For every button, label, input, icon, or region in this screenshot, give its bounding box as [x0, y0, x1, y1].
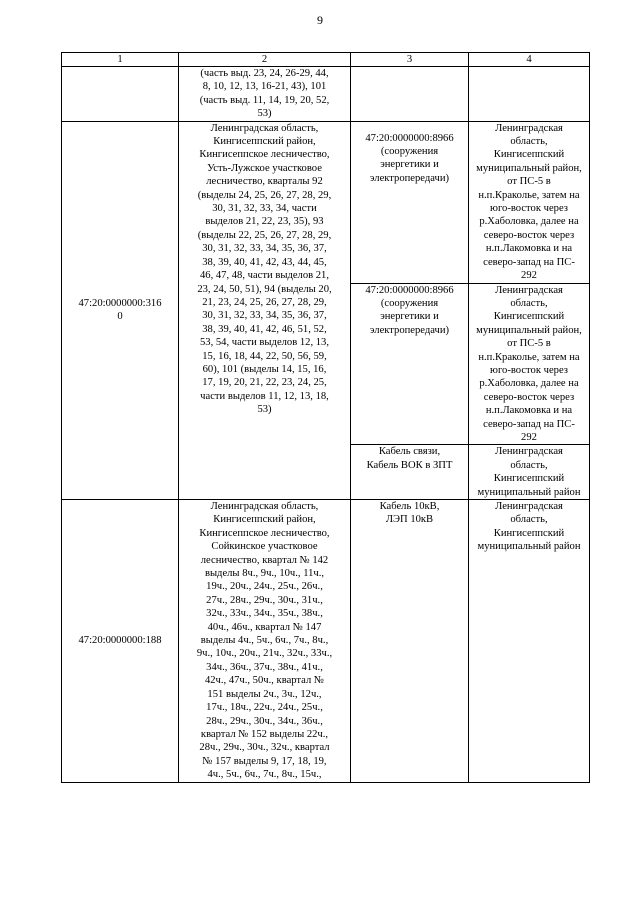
- column-number-3: 3: [351, 53, 469, 67]
- column-number-4: 4: [469, 53, 590, 67]
- object-cell: 47:20:0000000:8966 (сооружения энергетики и электропередачи): [351, 283, 469, 445]
- location-cell: Ленинградская область, Кингисеппский район, Кингисеппское лесничество, Сойкинское участковое лесничество, квартал № 142 выделы 8ч., 9ч., 10ч., 11ч., 19ч., 20ч., 24ч., 25ч., 26ч., 27ч., 28ч., 29ч., 30ч., 31ч., 32ч., 33ч., 34ч., 35ч., 38ч., 40ч., 46ч., квартал № 147 выделы 4ч., 5ч., 6ч., 7ч., 8ч., 9ч., 10ч., 20ч., 21ч., 32ч., 33ч., 34ч., 36ч., 37ч., 38ч., 41ч., 42ч., 47ч., 50ч., квартал № 151 выделы 2ч., 3ч., 12ч., 17ч., 18ч., 22ч., 24ч., 25ч., 28ч., 29ч., 30ч., 34ч., 36ч., квартал № 152 выделы 22ч., 28ч., 29ч., 30ч., 32ч., квартал № 157 выделы 9, 17, 18, 19, 4ч., 5ч., 6ч., 7ч., 8ч., 15ч.,: [179, 500, 351, 783]
- municipality-cell: Ленинградская область, Кингисеппский муниципальный район: [469, 500, 590, 783]
- column-number-1: 1: [62, 53, 179, 67]
- object-cell: [351, 67, 469, 122]
- table-row: [62, 500, 590, 783]
- cadastral-number-cell: 47:20:0000000:316 0: [62, 121, 179, 499]
- parcels-table: [61, 52, 590, 783]
- municipality-cell: Ленинградская область, Кингисеппский муниципальный район, от ПС-5 в н.п.Кракольe, затем на юго-восток через р.Хаболовка, далее на северо-восток через н.п.Лакомовка и на северо-запад на ПС- 292: [469, 121, 590, 283]
- cadastral-number-cell: 47:20:0000000:188: [62, 500, 179, 783]
- location-cell: (часть выд. 23, 24, 26-29, 44, 8, 10, 12, 13, 16-21, 43), 101 (часть выд. 11, 14, 19, 20, 52, 53): [179, 67, 351, 122]
- municipality-cell: [469, 67, 590, 122]
- column-number-row: [62, 53, 590, 67]
- location-cell: Ленинградская область, Кингисеппский район, Кингисеппское лесничество, Усть-Лужское участковое лесничество, кварталы 92 (выделы 24, 25, 26, 27, 28, 29, 30, 31, 32, 33, 34, части выделов 21, 22, 23, 35), 93 (выделы 22, 25, 26, 27, 28, 29, 30, 31, 32, 33, 34, 35, 36, 37, 38, 39, 40, 41, 42, 43, 44, 45, 46, 47, 48, части выделов 21, 23, 24, 50, 51), 94 (выделы 20, 21, 23, 24, 25, 26, 27, 28, 29, 30, 31, 32, 33, 34, 35, 36, 37, 38, 39, 40, 41, 42, 46, 51, 52, 53, 54, части выделов 12, 13, 15, 16, 18, 44, 22, 50, 56, 59, 60), 101 (выделы 14, 15, 16, 17, 19, 20, 21, 22, 23, 24, 25, части выделов 11, 12, 13, 18, 53): [179, 121, 351, 499]
- table-row: [62, 121, 590, 283]
- column-number-2: 2: [179, 53, 351, 67]
- table-row: [62, 67, 590, 122]
- municipality-cell: Ленинградская область, Кингисеппский муниципальный район: [469, 445, 590, 500]
- page-number: 9: [317, 13, 323, 27]
- municipality-cell: Ленинградская область, Кингисеппский муниципальный район, от ПС-5 в н.п.Кракольe, затем на юго-восток через р.Хаболовка, далее на северо-восток через н.п.Лакомовка и на северо-запад на ПС- 292: [469, 283, 590, 445]
- object-cell: 47:20:0000000:8966 (сооружения энергетики и электропередачи): [351, 121, 469, 283]
- cadastral-number-cell: [62, 67, 179, 122]
- object-cell: Кабель 10кВ, ЛЭП 10кВ: [351, 500, 469, 783]
- object-cell: Кабель связи, Кабель ВОК в ЗПТ: [351, 445, 469, 500]
